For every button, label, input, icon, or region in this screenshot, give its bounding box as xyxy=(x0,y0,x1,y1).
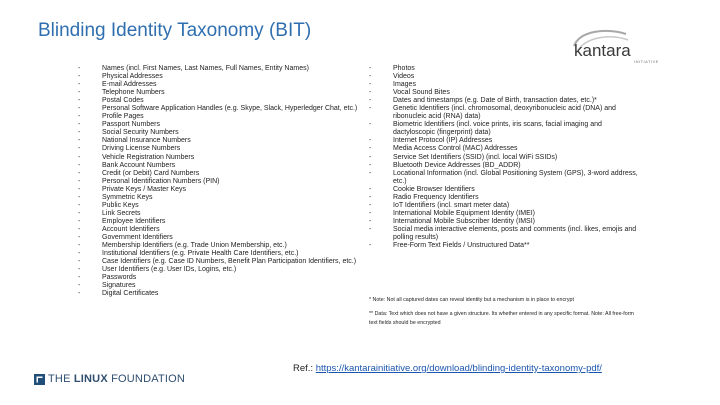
list-item: - Private Keys / Master Keys xyxy=(102,186,360,194)
list-item: - Telephone Numbers xyxy=(102,89,360,97)
lf-text-the: THE xyxy=(48,373,74,385)
slide-title: Blinding Identity Taxonomy (BIT) xyxy=(38,20,312,41)
list-item: - Employee Identifiers xyxy=(102,218,360,226)
list-item: - User Identifiers (e.g. User IDs, Logins, etc.) xyxy=(102,266,360,274)
reference-prefix: Ref.: xyxy=(293,363,316,374)
list-item: - Public Keys xyxy=(102,202,360,210)
list-item: - Passwords xyxy=(102,274,360,282)
list-item: - Institutional Identifiers (e.g. Private Health Care Identifiers, etc.) xyxy=(102,250,360,258)
list-item: - Driving License Numbers xyxy=(102,145,360,153)
list-item: - Internet Protocol (IP) Addresses xyxy=(393,137,638,145)
list-item: - Genetic Identifiers (incl. chromosomal, deoxyribonucleic acid (DNA) and ribonucleic acid (RNA) data) xyxy=(393,105,638,121)
list-item: - International Mobile Equipment Identity (IMEI) xyxy=(393,210,638,218)
list-item: - Bluetooth Device Addresses (BD_ADDR) xyxy=(393,162,638,170)
reference xyxy=(293,363,638,375)
list-item: - Physical Addresses xyxy=(102,73,360,81)
list-item: - Names (incl. First Names, Last Names, Full Names, Entity Names) xyxy=(102,65,360,73)
list-item: - Social Security Numbers xyxy=(102,129,360,137)
list-item: - Social media interactive elements, posts and comments (incl. likes, emojis and polling results) xyxy=(393,226,638,242)
list-item: - Radio Frequency Identifiers xyxy=(393,194,638,202)
kantara-logo xyxy=(568,28,683,64)
list-item: - Locational Information (incl. Global Positioning System (GPS), 3-word address, etc.) xyxy=(393,170,638,186)
list-item: - IoT Identifiers (incl. smart meter data) xyxy=(393,202,638,210)
list-item: - Images xyxy=(393,81,638,89)
list-item: - Personal Software Application Handles (e.g. Skype, Slack, Hyperledger Chat, etc.) xyxy=(102,105,360,113)
lf-text-foundation: FOUNDATION xyxy=(107,373,186,385)
list-item: - Personal Identification Numbers (PIN) xyxy=(102,178,360,186)
reference-link[interactable]: https://kantarainitiative.org/download/blinding-identity-taxonomy-pdf/ xyxy=(315,363,602,374)
linux-foundation-logo xyxy=(34,373,185,385)
list-item: - Digital Certificates xyxy=(102,290,360,298)
list-item: - Photos xyxy=(393,65,638,73)
list-item: - Postal Codes xyxy=(102,97,360,105)
list-item: - Biometric Identifiers (incl. voice prints, iris scans, facial imaging and dactyloscopic (fingerprint) data) xyxy=(393,121,638,137)
list-item: - Passport Numbers xyxy=(102,121,360,129)
list-item: - National Insurance Numbers xyxy=(102,137,360,145)
list-item: - Bank Account Numbers xyxy=(102,162,360,170)
kantara-logo-subtext: INITIATIVE xyxy=(634,59,659,64)
list-item: - Symmetric Keys xyxy=(102,194,360,202)
list-item: - Government Identifiers xyxy=(102,234,360,242)
list-item: - Videos xyxy=(393,73,638,81)
list-item: - Profile Pages xyxy=(102,113,360,121)
footnote-free-text: ** Data: Text which does not have a given structure. Its whether entered in any specific format. Note: All free-form text fields should be encrypted xyxy=(369,311,634,326)
list-item: - Credit (or Debit) Card Numbers xyxy=(102,170,360,178)
footnote-dates: * Note: Not all captured dates can reveal identity but a mechanism is in place to encrypt xyxy=(369,297,574,303)
left-taxonomy-list xyxy=(102,65,360,298)
list-item: - E-mail Addresses xyxy=(102,81,360,89)
footnotes xyxy=(369,296,637,328)
list-item: - Membership Identifiers (e.g. Trade Union Membership, etc.) xyxy=(102,242,360,250)
list-item: - Media Access Control (MAC) Addresses xyxy=(393,145,638,153)
right-taxonomy-list xyxy=(393,65,638,250)
lf-text-linux: LINUX xyxy=(73,373,108,385)
linux-foundation-icon xyxy=(34,374,45,385)
list-item: - Case Identifiers (e.g. Case ID Numbers, Benefit Plan Participation Identifiers, etc.) xyxy=(102,258,360,266)
list-item: - Cookie Browser Identifiers xyxy=(393,186,638,194)
list-item: - International Mobile Subscriber Identity (IMSI) xyxy=(393,218,638,226)
list-item: - Vehicle Registration Numbers xyxy=(102,154,360,162)
list-item: - Free-Form Text Fields / Unstructured Data** xyxy=(393,242,638,250)
list-item: - Link Secrets xyxy=(102,210,360,218)
list-item: - Account Identifiers xyxy=(102,226,360,234)
list-item: - Service Set Identifiers (SSID) (incl. local WiFi SSIDs) xyxy=(393,154,638,162)
list-item: - Signatures xyxy=(102,282,360,290)
list-item: - Vocal Sound Bites xyxy=(393,89,638,97)
list-item: - Dates and timestamps (e.g. Date of Birth, transaction dates, etc.)* xyxy=(393,97,638,105)
kantara-logo-text: kantara xyxy=(574,41,631,60)
